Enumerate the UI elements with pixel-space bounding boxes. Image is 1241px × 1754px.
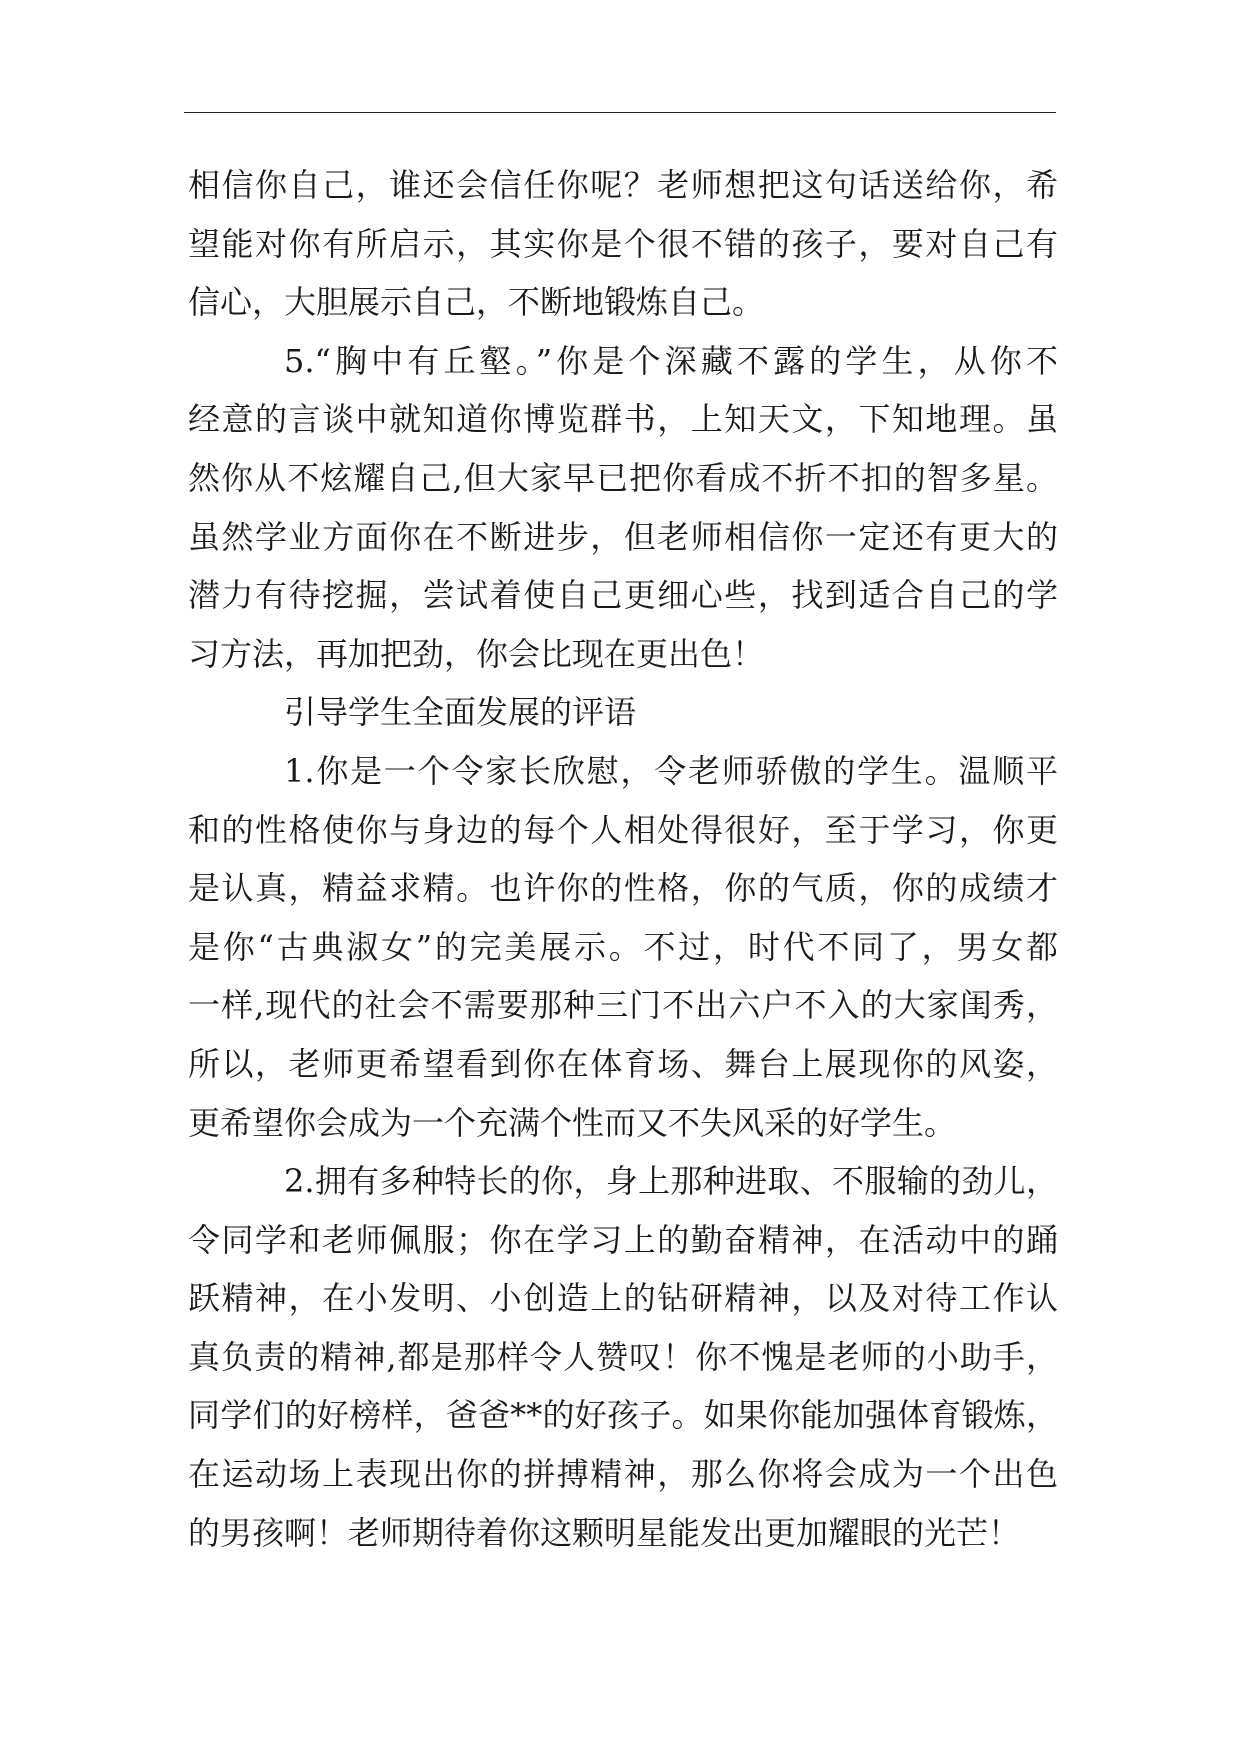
text-line: 信心，大胆展示自己，不断地锻炼自己。: [188, 283, 765, 322]
text-line: 真负责的精神,都是那样令人赞叹！你不愧是老师的小助手，: [188, 1337, 1058, 1376]
paragraph-item-5-line: 5.“胸中有丘壑。”你是个深藏不露的学生，从你不: [284, 341, 1058, 380]
paragraph-item-1-line: 1.你是一个令家长欣慰，令老师骄傲的学生。温顺平: [284, 751, 1058, 790]
text-line: 令同学和老师佩服；你在学习上的勤奋精神，在活动中的踊: [188, 1220, 1058, 1259]
text-line: 是认真，精益求精。也许你的性格，你的气质，你的成绩才: [188, 869, 1058, 908]
text-line: 习方法，再加把劲，你会比现在更出色！: [188, 634, 765, 673]
text-line: 和的性格使你与身边的每个人相处得很好，至于学习，你更: [188, 810, 1058, 849]
header-rule: [184, 112, 1056, 113]
text-line: 同学们的好榜样，爸爸**的好孩子。如果你能加强体育锻炼，: [188, 1396, 1058, 1435]
text-line: 然你从不炫耀自己,但大家早已把你看成不折不扣的智多星。: [188, 458, 1058, 497]
text-line: 是你“古典淑女”的完美展示。不过，时代不同了，男女都: [188, 927, 1058, 966]
text-line: 在运动场上表现出你的拼搏精神，那么你将会成为一个出色: [188, 1455, 1058, 1494]
paragraph-item-2-line: 2.拥有多种特长的你，身上那种进取、不服输的劲儿，: [284, 1162, 1058, 1201]
body-text: [188, 156, 1058, 1562]
text-line: 一样,现代的社会不需要那种三门不出六户不入的大家闺秀，: [188, 986, 1058, 1025]
text-line: 望能对你有所启示，其实你是个很不错的孩子，要对自己有: [188, 224, 1058, 263]
text-line: 的男孩啊！老师期待着你这颗明星能发出更加耀眼的光芒！: [188, 1513, 1021, 1552]
text-line: 更希望你会成为一个充满个性而又不失风采的好学生。: [188, 1103, 957, 1142]
text-line: 跃精神，在小发明、小创造上的钻研精神，以及对待工作认: [188, 1279, 1058, 1318]
text-line: 相信你自己，谁还会信任你呢？老师想把这句话送给你，希: [188, 166, 1058, 204]
text-line: 经意的言谈中就知道你博览群书，上知天文，下知地理。虽: [188, 400, 1058, 439]
text-line: 虽然学业方面你在不断进步，但老师相信你一定还有更大的: [188, 517, 1058, 556]
text-line: 所以，老师更希望看到你在体育场、舞台上展现你的风姿，: [188, 1044, 1058, 1083]
text-line: 潜力有待挖掘，尝试着使自己更细心些，找到适合自己的学: [188, 576, 1058, 615]
section-heading: 引导学生全面发展的评语: [284, 693, 637, 732]
